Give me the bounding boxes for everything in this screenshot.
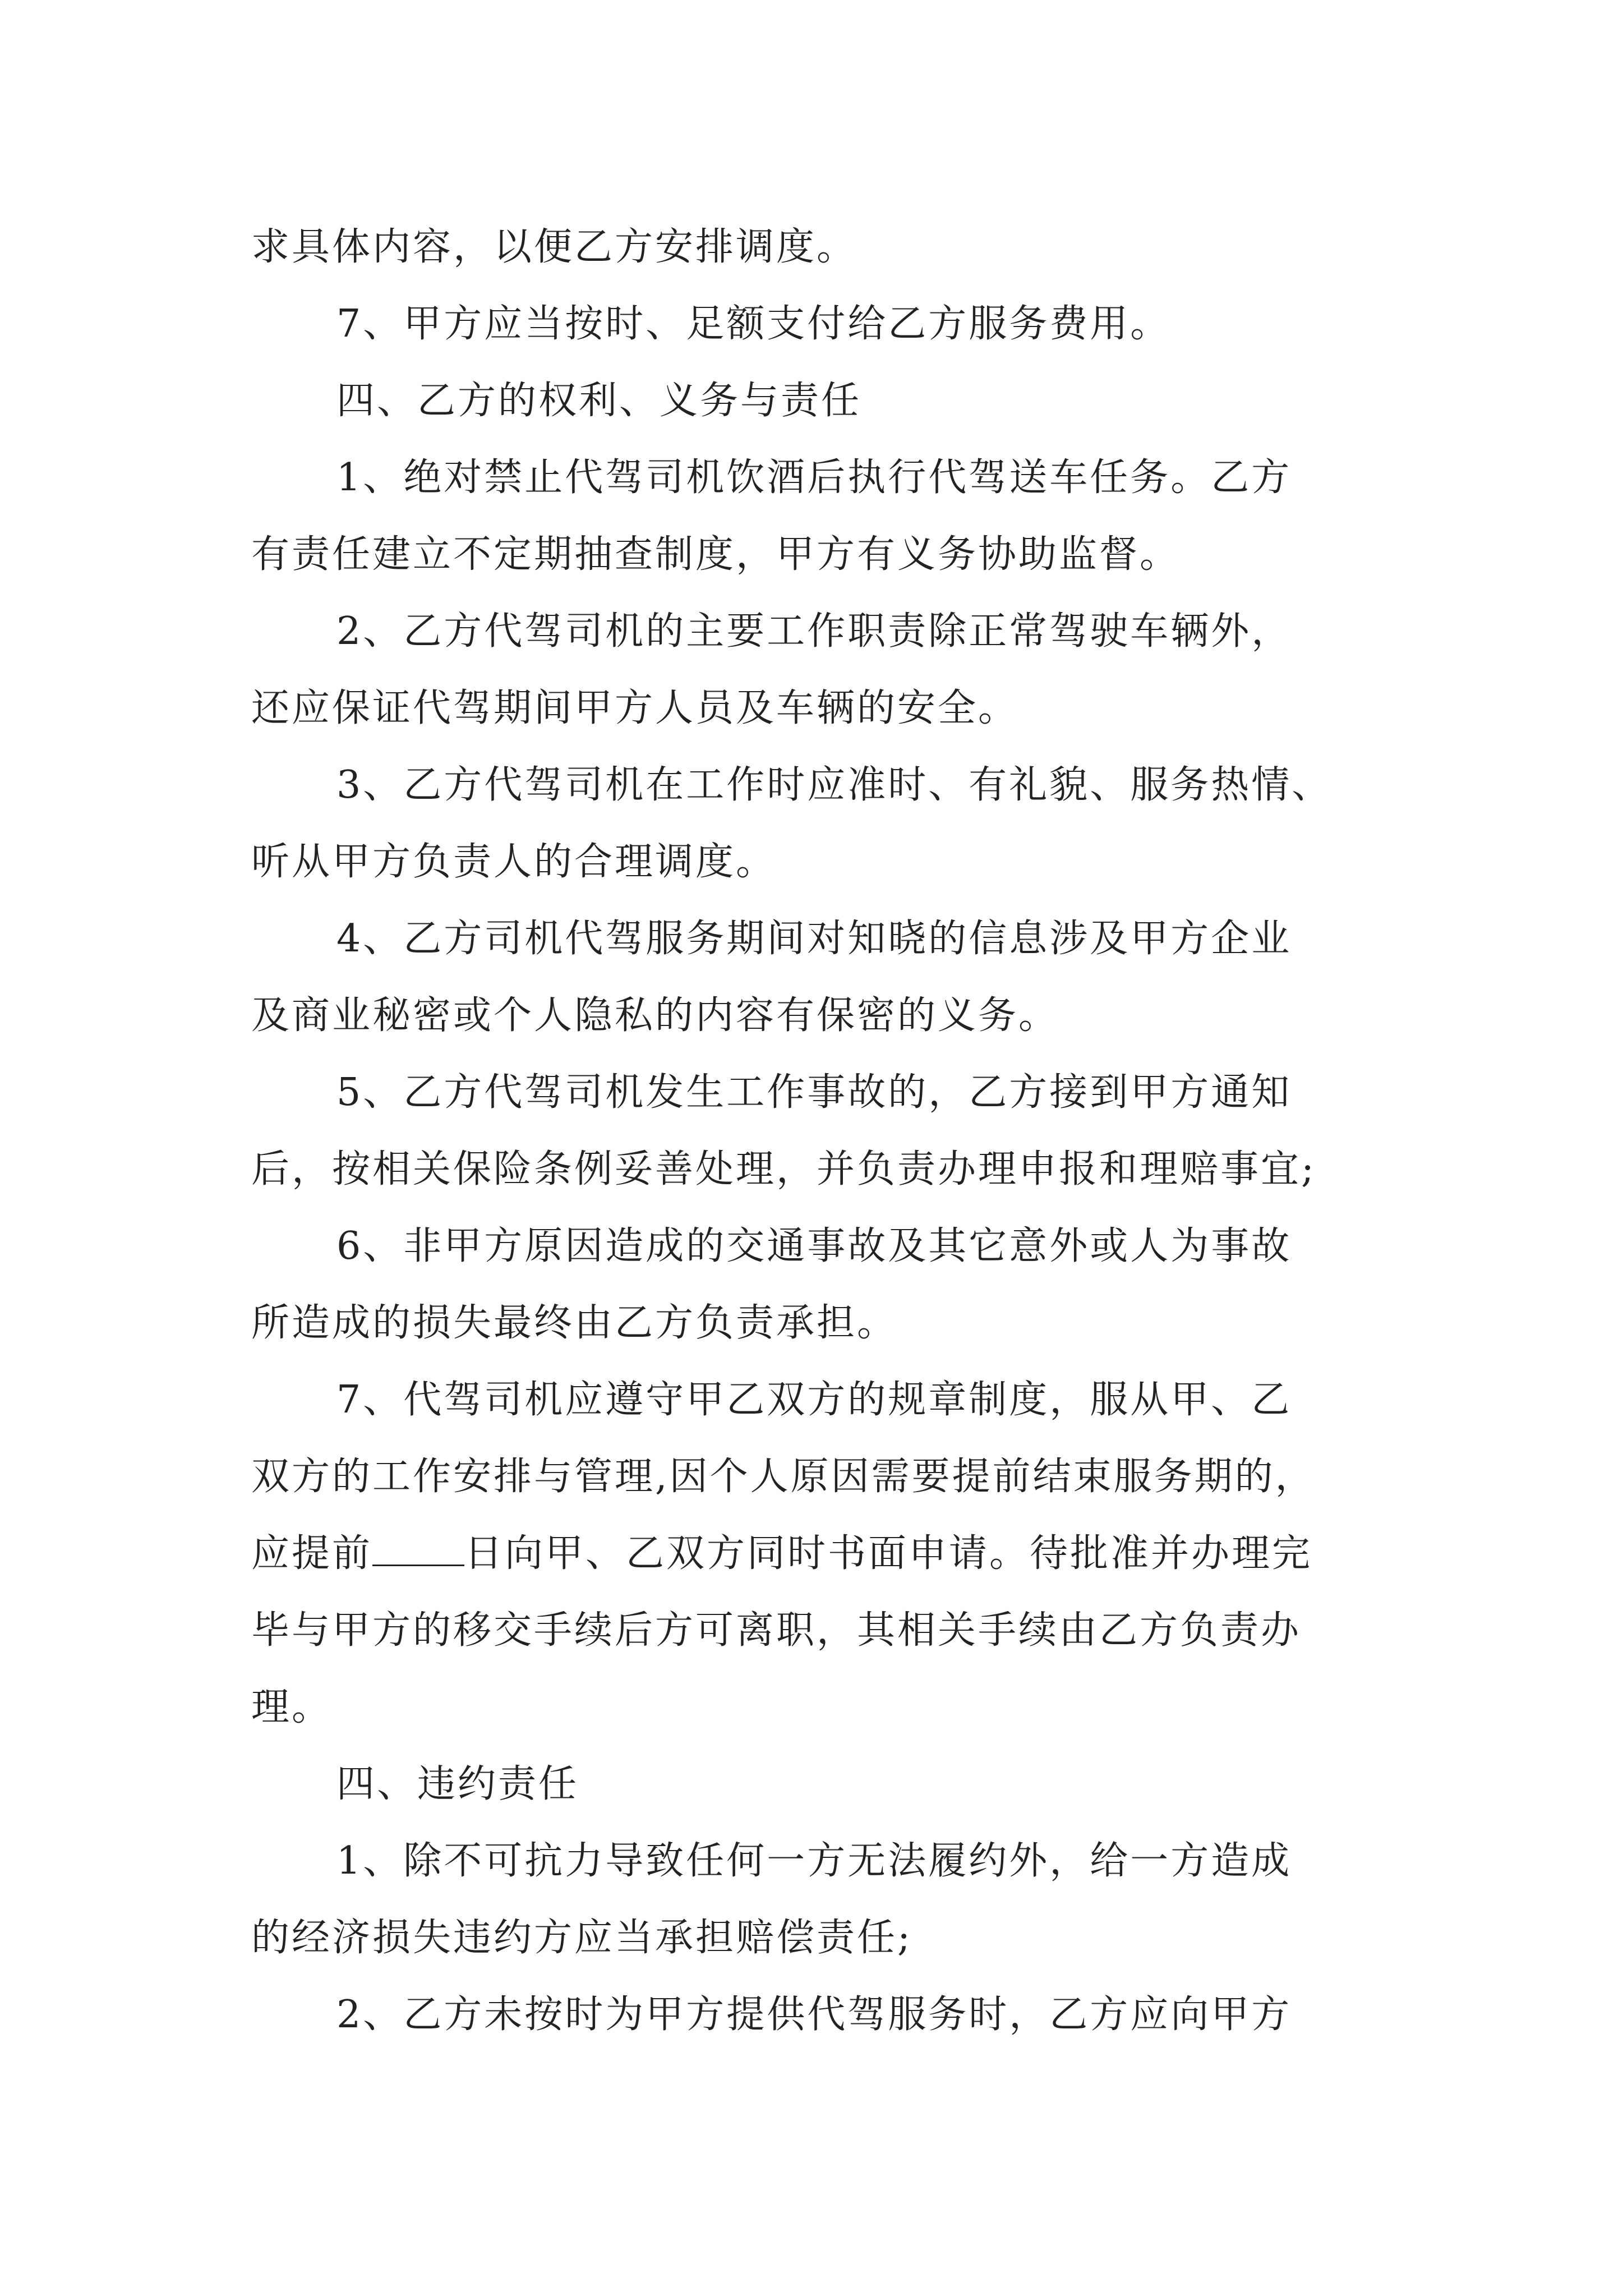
- text-line: 还应保证代驾期间甲方人员及车辆的安全。: [251, 686, 1019, 730]
- text-line: 求具体内容，以便乙方安排调度。: [251, 225, 857, 269]
- text-segment: 应提前: [251, 1531, 373, 1576]
- text-line: 有责任建立不定期抽查制度，甲方有义务协助监督。: [251, 532, 1181, 577]
- text-line: 理。: [251, 1685, 333, 1729]
- text-line: 2、乙方代驾司机的主要工作职责除正常驾驶车辆外，: [336, 609, 1292, 654]
- document-body: [251, 209, 1407, 2053]
- text-line: 及商业秘密或个人隐私的内容有保密的义务。: [251, 993, 1059, 1038]
- section-heading: 四、违约责任: [336, 1762, 579, 1806]
- text-line: 听从甲方负责人的合理调度。: [251, 840, 777, 884]
- text-line: 7、甲方应当按时、足额支付给乙方服务费用。: [336, 302, 1171, 346]
- text-line: 1、绝对禁止代驾司机饮酒后执行代驾送车任务。乙方: [336, 455, 1292, 500]
- text-line: 1、除不可抗力导致任何一方无法履约外，给一方造成: [336, 1839, 1292, 1883]
- text-line: 2、乙方未按时为甲方提供代驾服务时，乙方应向甲方: [336, 1993, 1292, 2037]
- text-line: 5、乙方代驾司机发生工作事故的，乙方接到甲方通知: [336, 1070, 1292, 1115]
- text-line: 双方的工作安排与管理,因个人原因需要提前结束服务期的，: [251, 1455, 1316, 1499]
- text-line: 7、代驾司机应遵守甲乙双方的规章制度，服从甲、乙: [336, 1378, 1292, 1422]
- text-line: 后，按相关保险条例妥善处理，并负责办理申报和理赔事宜;: [251, 1147, 1316, 1191]
- text-line: 所造成的损失最终由乙方负责承担。: [251, 1301, 898, 1345]
- text-line: [251, 1515, 1407, 1592]
- fill-in-blank: [372, 1533, 464, 1566]
- text-line: 4、乙方司机代驾服务期间对知晓的信息涉及甲方企业: [336, 917, 1292, 961]
- text-line: 毕与甲方的移交手续后方可离职，其相关手续由乙方负责办: [251, 1608, 1302, 1653]
- text-line: 6、非甲方原因造成的交通事故及其它意外或人为事故: [336, 1224, 1292, 1268]
- section-heading: 四、乙方的权利、义务与责任: [336, 379, 862, 423]
- text-line: 3、乙方代驾司机在工作时应准时、有礼貌、服务热情、: [336, 763, 1332, 807]
- text-line: 的经济损失违约方应当承担赔偿责任;: [251, 1916, 912, 1960]
- text-segment: 日向甲、乙双方同时书面申请。待批准并办理完: [464, 1531, 1313, 1576]
